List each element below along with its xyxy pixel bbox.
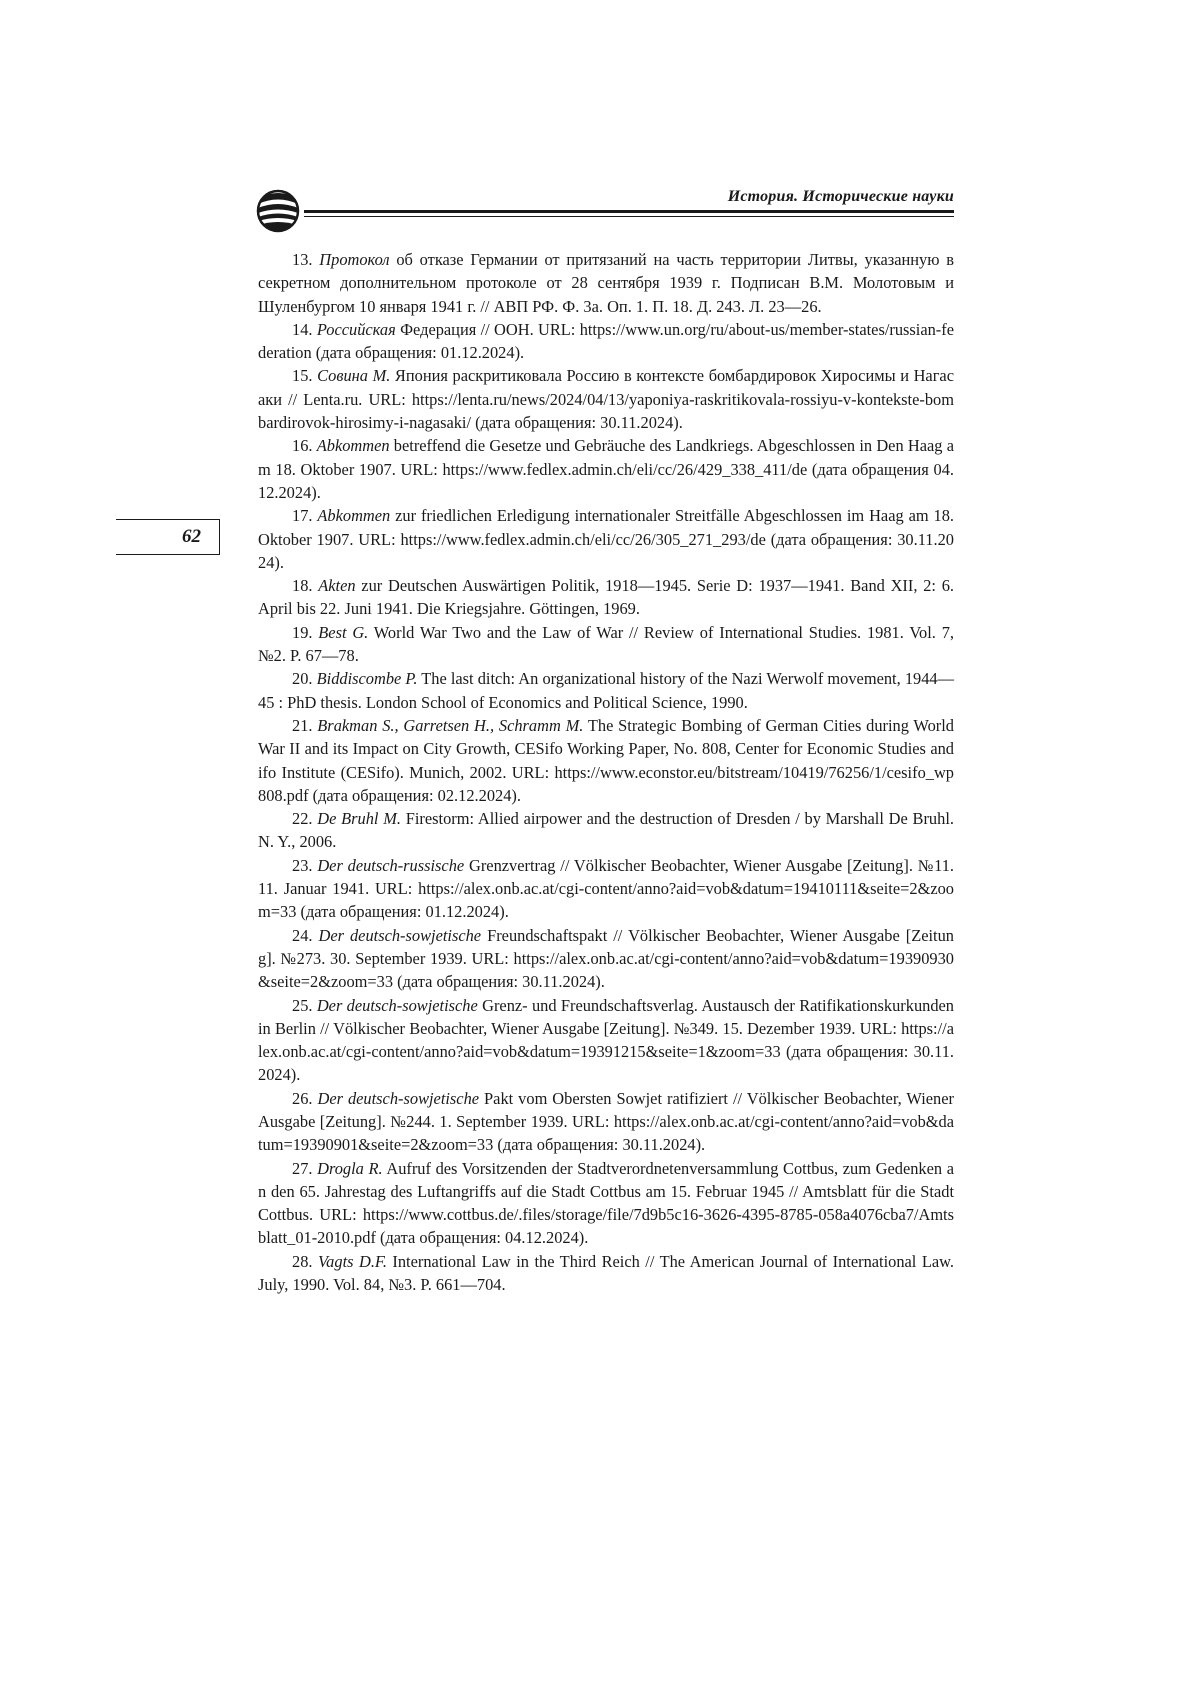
reference-item [258,1157,954,1250]
reference-author: Biddiscombe P. [316,669,418,689]
reference-text: zur friedlichen Erledigung internationaler Streitfälle Abgeschlossen im Haag am 18. Oktober 1907. URL: https://www.fedlex.admin.ch/eli/cc/26/305_271_293/de (дата обращения: 30.11.2024). [258,506,954,572]
reference-item [258,1250,954,1297]
reference-author: Der deutsch-sowjetische [318,925,482,945]
reference-author: Akten [318,576,356,596]
reference-number: 24. [292,925,319,945]
reference-item [258,504,954,574]
reference-item [258,574,954,621]
reference-text: Япония раскритиковала Россию в контексте бомбардировок Хиросимы и Нагасаки // Lenta.ru. URL: https://lenta.ru/news/2024/04/13/yaponiya-raskritikovala-rossiyu-v-kontekste-bombardirovok-hirosimy-i-nagasaki/ (дата обращения: 30.11.2024). [258,366,954,433]
reference-text: Aufruf des Vorsitzenden der Stadtverordnetenversammlung Cottbus, zum Gedenken an den 65. Jahrestag des Luftangriffs auf die Stadt Cottbus am 15. Februar 1945 // Amtsblatt für die Stadt Cottbus. URL: https://www.cottbus.de/.files/storage/file/7d9b5c16-3626-4395-8785-058a4076cba7/Amtsblatt_01-2010.pdf (дата обращения: 04.12.2024). [258,1158,954,1248]
reference-number: 17. [292,506,318,526]
reference-number: 15. [292,366,318,386]
header-rule-thin [304,216,954,217]
page-number-box [116,519,220,555]
reference-author: Abkommen [317,506,391,526]
reference-number: 19. [292,622,319,642]
reference-number: 28. [292,1251,318,1271]
reference-text: Grenzvertrag // Völkischer Beobachter, Wiener Ausgabe [Zeitung]. №11. 11. Januar 1941. URL: https://alex.onb.ac.at/cgi-content/anno?aid=vob&datum=19410111&seite=2&zoom=33 (дата обращения: 01.12.2024). [258,855,955,922]
reference-number: 23. [292,855,318,875]
reference-author: Brakman S., Garretsen H., Schramm M. [317,715,584,735]
reference-item [258,807,954,854]
reference-item [258,924,954,994]
reference-text: об отказе Германии от притязаний на часть территории Литвы, указанную в секретном дополнительном протоколе от 28 сентября 1939 г. Подписан В.М. Молотовым и Шуленбургом 10 января 1941 г. // АВП РФ. Ф. 3а. Оп. 1. П. 18. Д. 243. Л. 23—26. [258,250,954,316]
reference-number: 20. [292,669,317,689]
reference-author: Abkommen [316,436,390,456]
reference-author: Российская [316,319,396,339]
reference-item [258,994,954,1087]
reference-item [258,434,954,504]
reference-text: Pakt vom Obersten Sowjet ratifiziert // Völkischer Beobachter, Wiener Ausgabe [Zeitung]. №244. 1. September 1939. URL: https://alex.onb.ac.at/cgi-content/anno?aid=vob&datum=19390901&seite=2&zoom=33 (дата обращения: 30.11.2024). [258,1088,954,1155]
reference-text: The last ditch: An organizational history of the Nazi Werwolf movement, 1944—45 : PhD thesis. London School of Economics and Political Science, 1990. [258,669,955,712]
reference-author: Der deutsch-sowjetische [316,995,478,1015]
reference-number: 14. [292,319,317,339]
reference-item [258,714,954,807]
reference-author: Совина М. [317,366,391,386]
reference-item [258,364,954,434]
reference-author: Der deutsch-sowjetische [317,1088,480,1108]
reference-item [258,1087,954,1157]
reference-item [258,854,954,924]
reference-number: 27. [292,1158,318,1178]
reference-list [258,248,954,1296]
reference-number: 21. [292,715,318,735]
reference-text: World War Two and the Law of War // Review of International Studies. 1981. Vol. 7, №2. P. 67—78. [258,622,954,666]
reference-number: 16. [292,436,317,456]
reference-text: Freundschaftspakt // Völkischer Beobachter, Wiener Ausgabe [Zeitung]. №273. 30. September 1939. URL: https://alex.onb.ac.at/cgi-content/anno?aid=vob&datum=19390930&seite=2&zoom=33 (дата обращения: 30.11.2024). [258,925,955,992]
reference-item [258,667,954,714]
journal-logo-icon [254,188,302,234]
reference-text: International Law in the Third Reich // The American Journal of International Law. July, 1990. Vol. 84, №3. P. 661—704. [258,1251,955,1295]
reference-item [258,621,954,668]
reference-number: 18. [292,576,319,596]
reference-text: The Strategic Bombing of German Cities during World War II and its Impact on City Growth, CESifo Working Paper, No. 808, Center for Economic Studies and ifo Institute (CESifo). Munich, 2002. URL: https://www.econstor.eu/bitstream/10419/76256/1/cesifo_wp808.pdf (дата обращения: 02.12.2024). [258,715,954,805]
reference-text: zur Deutschen Auswärtigen Politik, 1918—1945. Serie D: 1937—1941. Band XII, 2: 6. April bis 22. Juni 1941. Die Kriegsjahre. Göttingen, 1969. [258,576,954,619]
running-head: История. Исторические науки [727,188,954,205]
reference-item [258,248,954,318]
page-number: 62 [182,526,201,547]
reference-author: Протокол [319,250,390,269]
reference-text: Федерация // ООН. URL: https://www.un.org/ru/about-us/member-states/russian-federation (дата обращения: 01.12.2024). [258,319,954,363]
reference-author: Drogla R. [317,1158,383,1178]
reference-number: 13. [292,250,320,269]
reference-author: De Bruhl M. [317,809,401,829]
reference-text: Grenz- und Freundschaftsverlag. Austausch der Ratifikationskurkunden in Berlin // Völkischer Beobachter, Wiener Ausgabe [Zeitung]. №349. 15. Dezember 1939. URL: https://alex.onb.ac.at/cgi-content/anno?aid=vob&datum=19391215&seite=1&zoom=33 (дата обращения: 30.11.2024). [258,995,954,1085]
reference-author: Vagts D.F. [317,1251,387,1271]
reference-number: 26. [292,1088,318,1108]
reference-item [258,318,954,365]
reference-author: Der deutsch-russische [317,855,465,875]
reference-number: 25. [292,995,317,1015]
reference-author: Best G. [318,622,369,642]
reference-text: betreffend die Gesetze und Gebräuche des Landkriegs. Abgeschlossen in Den Haag am 18. Oktober 1907. URL: https://www.fedlex.admin.ch/eli/cc/26/429_338_411/de (дата обращения 04.12.2024). [258,436,954,502]
reference-number: 22. [292,809,318,829]
reference-text: Firestorm: Allied airpower and the destruction of Dresden / by Marshall De Bruhl. N. Y., 2006. [258,809,954,852]
header-rule-thick [304,210,954,213]
